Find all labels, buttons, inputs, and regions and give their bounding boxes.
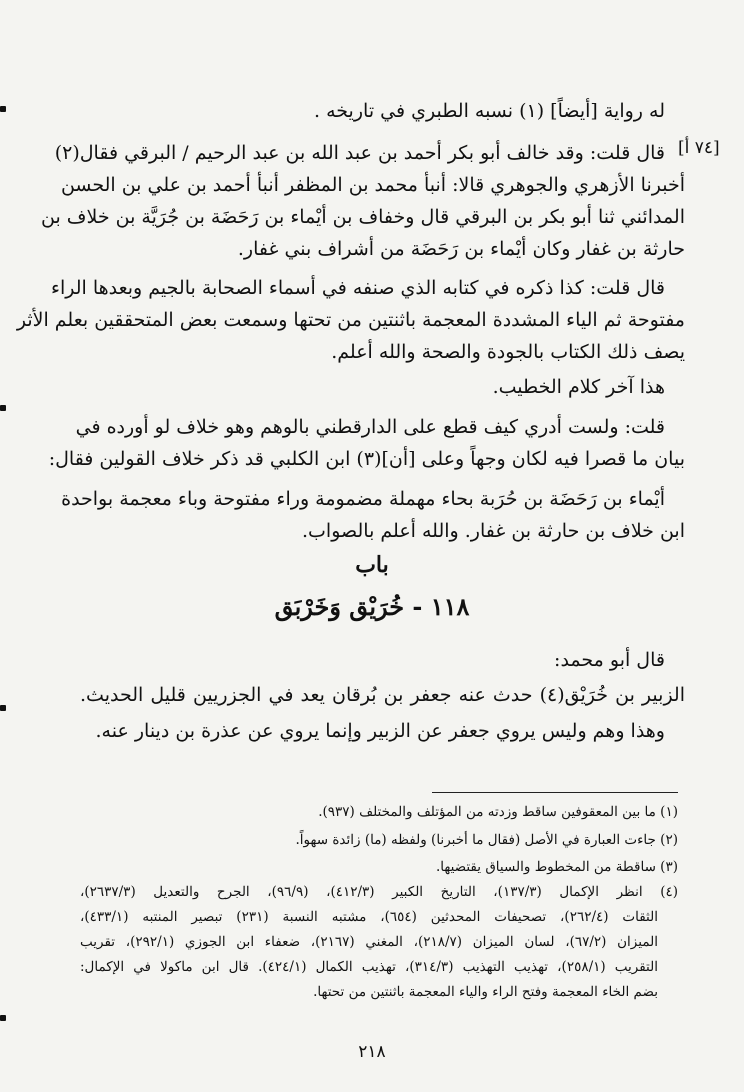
body-line: قلت: ولست أدري كيف قطع على الدارقطني بالوهم وهو خلاف لو أورده في bbox=[75, 416, 665, 438]
body-line: يصف ذلك الكتاب بالجودة والصحة والله أعلم. bbox=[331, 341, 685, 363]
body-line: المدائني ثنا أبو بكر بن البرقي قال وخفاف بن أيْماء بن رَحَضَة بن جُرَيَّة بن خلاف بن bbox=[41, 206, 685, 228]
margin-note: [٧٤ أ] bbox=[678, 138, 720, 158]
body-line: بيان ما قصرا فيه لكان وجهاً وعلى [أن](٣) ابن الكلبي قد ذكر خلاف القولين فقال: bbox=[48, 448, 685, 470]
scan-mark bbox=[0, 106, 6, 112]
footnote-rule bbox=[432, 792, 678, 793]
chapter-title: ١١٨ - خُرَيْق وَخَرْبَق bbox=[274, 592, 470, 621]
footnote: الميزان (٦٧/٢)، لسان الميزان (٢١٨/٧)، المغني (٢١٦٧)، ضعفاء ابن الجوزي (٢٩٢/١)، تقريب bbox=[80, 934, 658, 950]
body-line: وهذا وهم وليس يروي جعفر عن الزبير وإنما يروي عن عذرة بن دينار عنه. bbox=[95, 720, 665, 742]
body-line: قال قلت: كذا ذكره في كتابه الذي صنفه في أسماء الصحابة بالجيم وبعدها الراء bbox=[51, 277, 665, 299]
footnote: (٢) جاءت العبارة في الأصل (فقال ما أخبرنا) ولفظه (ما) زائدة سهواً. bbox=[295, 832, 678, 848]
body-line: حارثة بن غفار وكان أيْماء بن رَحَضَة من أشراف بني غفار. bbox=[237, 238, 685, 260]
body-line: أخبرنا الأزهري والجوهري قالا: أنبأ محمد بن المظفر أنبأ أحمد بن علي بن الحسن bbox=[60, 174, 685, 196]
body-line: قال أبو محمد: bbox=[554, 649, 665, 671]
footnote: (١) ما بين المعقوفين ساقط وزدته من المؤتلف والمختلف (٩٣٧). bbox=[318, 804, 678, 820]
scan-mark bbox=[0, 1015, 6, 1021]
footnote: (٣) ساقطة من المخطوط والسياق يقتضيها. bbox=[435, 859, 678, 875]
footnote: الثقات (٢٦٢/٤)، تصحيفات المحدثين (٦٥٤)، مشتبه النسبة (٢٣١) تبصير المنتبه (٤٣٣/١)، bbox=[80, 909, 658, 925]
footnote: التقريب (٢٥٨/١)، تهذيب التهذيب (٣١٤/٣)، تهذيب الكمال (٤٢٤/١). قال ابن ماكولا في الإكمال: bbox=[80, 959, 658, 975]
body-line: هذا آخر كلام الخطيب. bbox=[492, 376, 665, 398]
scan-mark bbox=[0, 705, 6, 711]
page-number: ٢١٨ bbox=[358, 1042, 386, 1062]
body-line: قال قلت: وقد خالف أبو بكر أحمد بن عبد الله بن عبد الرحيم / البرقي فقال(٢) bbox=[54, 142, 665, 164]
scan-mark bbox=[0, 405, 6, 411]
body-line: مفتوحة ثم الياء المشددة المعجمة باثنتين من تحتها وسمعت بعض المتحققين بعلم الأثر bbox=[16, 309, 685, 331]
footnote: (٤) انظر الإكمال (١٣٧/٣)، التاريخ الكبير (٤١٢/٣)، (٩٦/٩)، الجرح والتعديل (٢٦٣٧/٣)، bbox=[80, 884, 679, 900]
body-line: الزبير بن خُرَيْق(٤) حدث عنه جعفر بن بُرقان يعد في الجزريين قليل الحديث. bbox=[80, 684, 685, 706]
body-line: له رواية [أيضاً] (١) نسبه الطبري في تاريخه . bbox=[314, 100, 665, 122]
chapter-label: باب bbox=[355, 552, 389, 578]
body-line: ابن خلاف بن حارثة بن غفار. والله أعلم بالصواب. bbox=[302, 520, 685, 542]
body-line: أيْماء بن رَحَضَة بن حُرَبة بحاء مهملة مضمومة وراء مفتوحة وباء معجمة بواحدة bbox=[61, 488, 665, 510]
footnote: بضم الخاء المعجمة وفتح الراء والياء المعجمة باثنتين من تحتها. bbox=[313, 984, 658, 1000]
